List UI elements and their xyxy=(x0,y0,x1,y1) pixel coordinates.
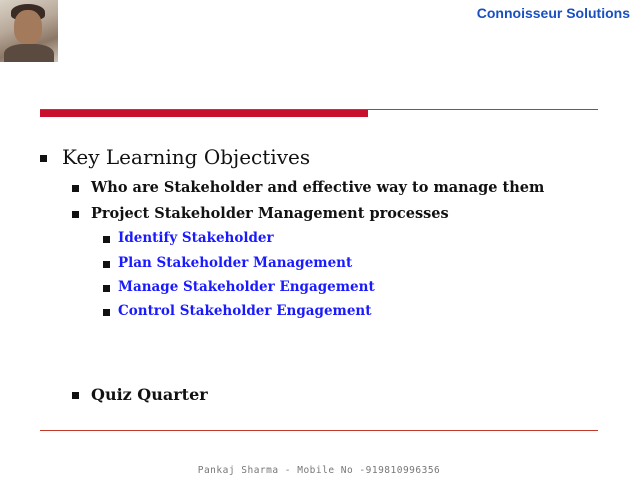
footer-divider xyxy=(40,430,598,431)
topic-item: Project Stakeholder Management processes xyxy=(91,205,449,222)
bullet-square xyxy=(72,392,79,399)
bullet-square xyxy=(103,309,110,316)
process-item: Identify Stakeholder xyxy=(118,230,274,246)
bullet-square xyxy=(103,261,110,268)
topic-item: Who are Stakeholder and effective way to manage them xyxy=(91,179,545,196)
objectives-heading: Key Learning Objectives xyxy=(62,145,311,169)
brand-name: Connoisseur Solutions xyxy=(476,5,630,21)
presenter-photo xyxy=(0,0,58,62)
process-item: Plan Stakeholder Management xyxy=(118,255,353,271)
bullet-square xyxy=(103,236,110,243)
bullet-square xyxy=(103,285,110,292)
quiz-item: Quiz Quarter xyxy=(91,385,208,404)
footer-contact: Pankaj Sharma - Mobile No -919810996356 xyxy=(197,465,441,476)
header-accent-bar xyxy=(40,110,368,117)
bullet-square xyxy=(40,155,47,162)
bullet-square xyxy=(72,185,79,192)
process-item: Control Stakeholder Engagement xyxy=(118,303,372,319)
process-item: Manage Stakeholder Engagement xyxy=(118,279,375,295)
bullet-square xyxy=(72,211,79,218)
